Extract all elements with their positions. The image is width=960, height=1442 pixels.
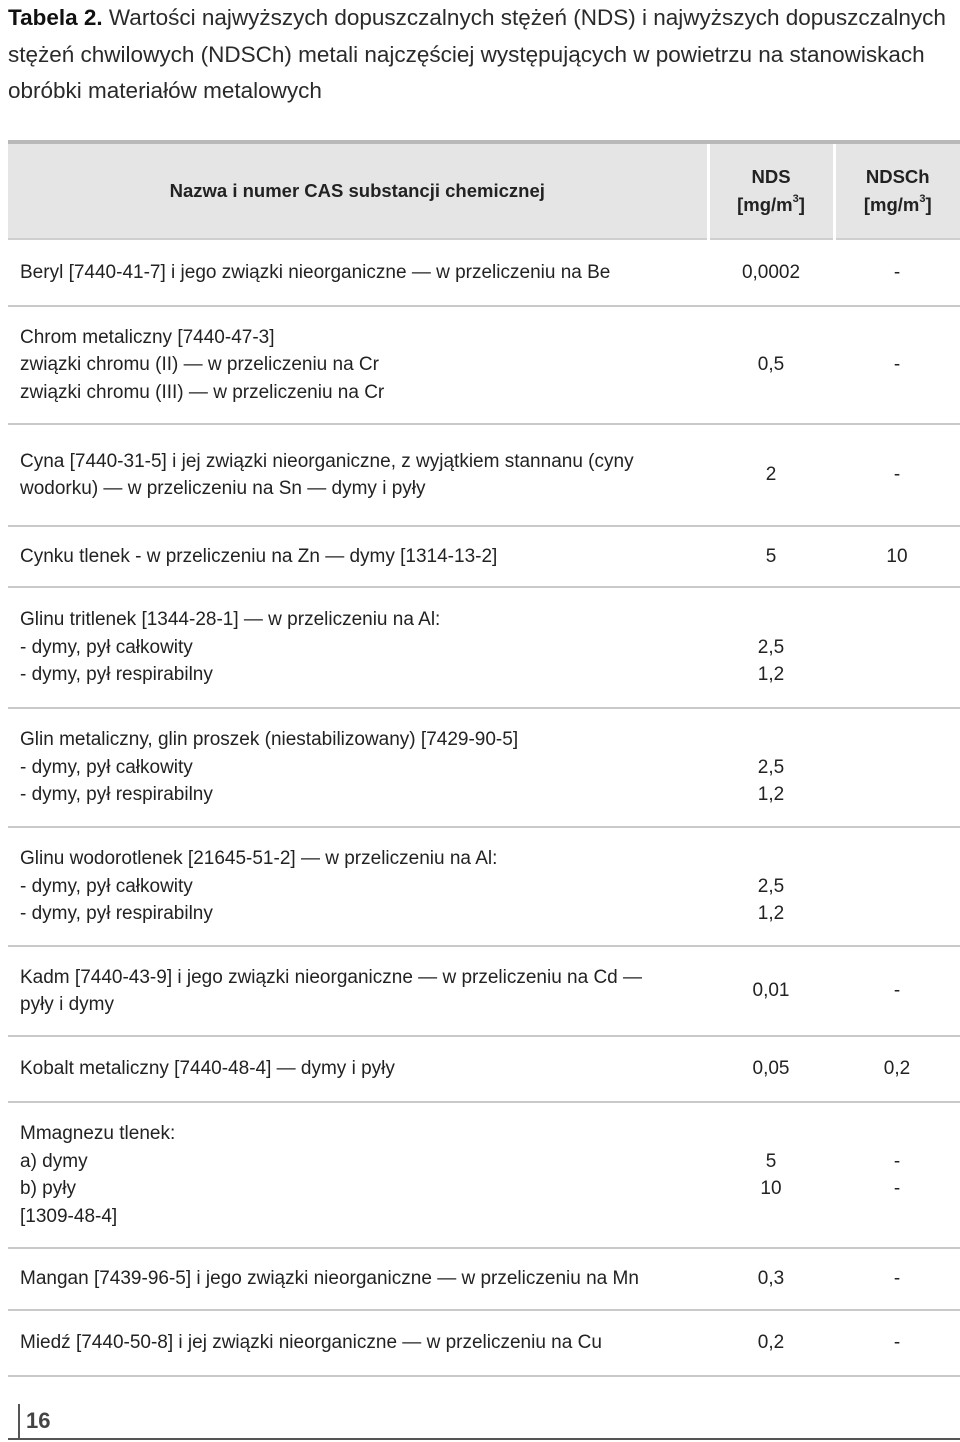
row-ndsch <box>834 587 960 708</box>
row-ndsch: 0,2 <box>834 1036 960 1102</box>
row-name: Glinu wodorotlenek [21645-51-2] — w przeliczeniu na Al: - dymy, pył całkowity - dymy, pył respirabilny <box>8 827 708 946</box>
row-nds: 2,5 1,2 <box>708 827 834 946</box>
table-row <box>8 424 960 526</box>
row-ndsch: - - <box>834 1102 960 1248</box>
row-name: Glinu tritlenek [1344-28-1] — w przeliczeniu na Al: - dymy, pył całkowity - dymy, pył respirabilny <box>8 587 708 708</box>
row-nds: 5 10 <box>708 1102 834 1248</box>
table-row <box>8 1102 960 1248</box>
table-row <box>8 306 960 424</box>
row-name: Cynku tlenek - w przeliczeniu na Zn — dymy [1314-13-2] <box>8 526 708 587</box>
row-ndsch: - <box>834 306 960 424</box>
row-nds: 2,5 1,2 <box>708 587 834 708</box>
row-name: Mangan [7439-96-5] i jego związki nieorganiczne — w przeliczeniu na Mn <box>8 1248 708 1310</box>
nds-table <box>8 140 960 1377</box>
table-row <box>8 1036 960 1102</box>
header-name: Nazwa i numer CAS substancji chemicznej <box>8 142 708 239</box>
row-nds: 0,05 <box>708 1036 834 1102</box>
row-nds: 2 <box>708 424 834 526</box>
row-nds: 0,3 <box>708 1248 834 1310</box>
table-row <box>8 708 960 827</box>
row-name: Kobalt metaliczny [7440-48-4] — dymy i pyły <box>8 1036 708 1102</box>
page-number: 16 <box>18 1404 50 1438</box>
row-ndsch: - <box>834 239 960 306</box>
row-name: Chrom metaliczny [7440-47-3] związki chromu (II) — w przeliczeniu na Cr związki chromu (III) — w przeliczeniu na Cr <box>8 306 708 424</box>
header-ndsch: NDSCh $[mg/m^3]$ <box>834 142 960 239</box>
row-name: Beryl [7440-41-7] i jego związki nieorganiczne — w przeliczeniu na Be <box>8 239 708 306</box>
row-ndsch: - <box>834 1310 960 1376</box>
header-nds: NDS $[mg/m^3]$ <box>708 142 834 239</box>
row-ndsch: - <box>834 946 960 1036</box>
table-row <box>8 1310 960 1376</box>
caption-text: Wartości najwyższych dopuszczalnych stężeń (NDS) i najwyższych dopuszczalnych stężeń chwilowych (NDSCh) metali najczęściej występujących w powietrzu na stanowiskach obróbki materiałów metalowych <box>8 5 946 103</box>
row-nds: 5 <box>708 526 834 587</box>
row-ndsch: - <box>834 424 960 526</box>
table-row <box>8 587 960 708</box>
row-name: Miedź [7440-50-8] i jej związki nieorganiczne — w przeliczeniu na Cu <box>8 1310 708 1376</box>
row-ndsch: 10 <box>834 526 960 587</box>
table-row <box>8 827 960 946</box>
row-ndsch: - <box>834 1248 960 1310</box>
caption-label: Tabela 2. <box>8 5 103 30</box>
table-row <box>8 526 960 587</box>
row-name: Mmagnezu tlenek: a) dymy b) pyły [1309-48-4] <box>8 1102 708 1248</box>
table-row <box>8 1248 960 1310</box>
row-name: Glin metaliczny, glin proszek (niestabilizowany) [7429-90-5] - dymy, pył całkowity - dymy, pył respirabilny <box>8 708 708 827</box>
table-row <box>8 239 960 306</box>
row-nds: 0,0002 <box>708 239 834 306</box>
row-ndsch <box>834 708 960 827</box>
table-caption <box>8 0 953 110</box>
row-nds: 0,01 <box>708 946 834 1036</box>
row-ndsch <box>834 827 960 946</box>
row-name: Kadm [7440-43-9] i jego związki nieorganiczne — w przeliczeniu na Cd — pyły i dymy <box>8 946 708 1036</box>
row-nds: 0,5 <box>708 306 834 424</box>
row-nds: 2,5 1,2 <box>708 708 834 827</box>
table-header-row <box>8 142 960 239</box>
row-name: Cyna [7440-31-5] i jej związki nieorganiczne, z wyjątkiem stannanu (cyny wodorku) — w przeliczeniu na Sn — dymy i pyły <box>8 424 708 526</box>
footer-rule <box>8 1438 960 1440</box>
row-nds: 0,2 <box>708 1310 834 1376</box>
table-row <box>8 946 960 1036</box>
